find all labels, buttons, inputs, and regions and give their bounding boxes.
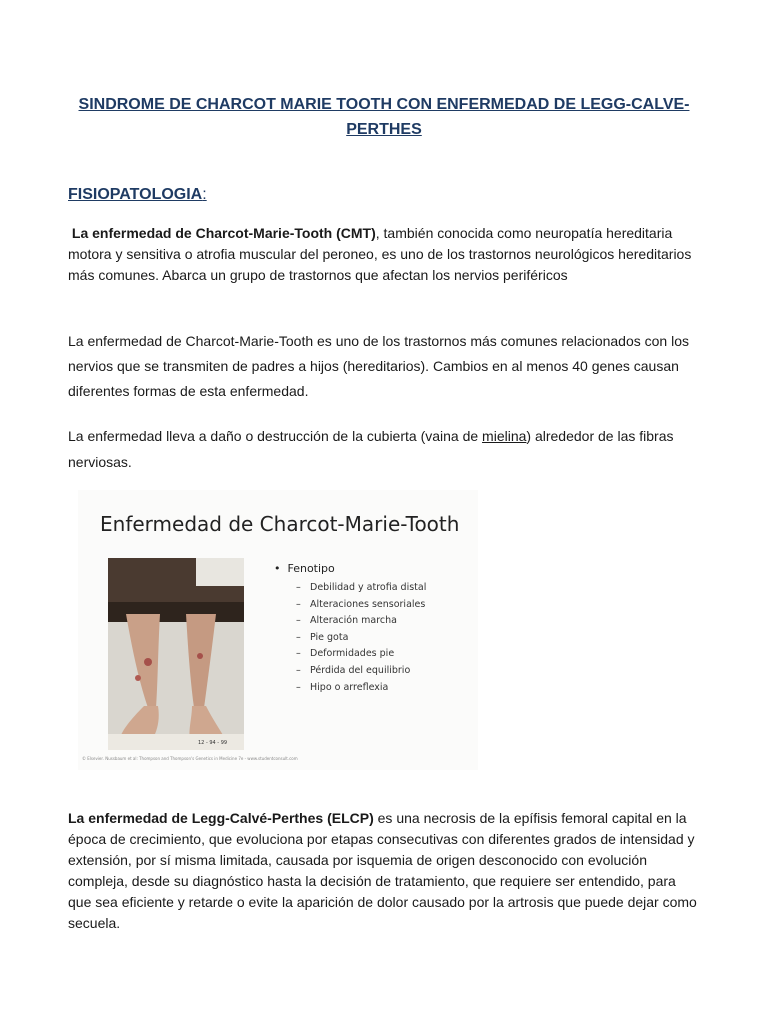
fenotipo-label: Fenotipo [287, 562, 335, 575]
paragraph-cmt-heredity: La enfermedad de Charcot-Marie-Tooth es uno de los trastornos más comunes relacionados con los nervios que se transmiten de padres a hijos (hereditarios). Cambios en al menos 40 genes causan diferentes formas de esta enfermedad. [68, 333, 689, 399]
list-item: – Alteración marcha [296, 613, 426, 630]
legs-photo [108, 558, 244, 750]
cmt-definition-text: , también conocida como neuropatía hereditaria motora y sensitiva o atrofia muscular del peroneo, es uno de los trastornos neurológicos hereditarios más comunes. Abarca un grupo de trastornos que afectan los nervios periféricos [68, 225, 692, 283]
section-heading [68, 186, 207, 204]
myelin-text-after: ) alrededor de las fibras nerviosas. [68, 428, 674, 470]
list-item: – Pérdida del equilibrio [296, 663, 426, 680]
photo-caption: 12 - 94 - 99 [198, 740, 228, 746]
fenotipo-bullet: • Fenotipo [274, 562, 335, 575]
list-item: – Hipo o arreflexia [296, 680, 426, 697]
phenotype-list [296, 580, 426, 696]
paragraph-cmt-definition [68, 223, 700, 286]
paragraph-elcp-definition [68, 808, 700, 934]
paragraph-myelin [68, 423, 700, 475]
elcp-definition-text: es una necrosis de la epífisis femoral capital en la época de crecimiento, que evoluciona por etapas consecutivas con diferentes grados de intensidad y extensión, por sí misma limitada, causada por isquemia de origen desconocido con evolución compleja, desde su diagnóstico hasta la decisión de tratamiento, que requiere ser entendido, para que sea eficiente y retarde o evite la aparición de dolor causado por la artrosis que puede dejar como secuela. [68, 810, 697, 931]
myelin-text-before: La enfermedad lleva a daño o destrucción de la cubierta (vaina de [68, 428, 483, 444]
myelin-link[interactable]: mielina [482, 428, 527, 444]
list-item: – Debilidad y atrofia distal [296, 580, 426, 597]
cmt-slide-figure [78, 490, 478, 770]
document-title: SINDROME DE CHARCOT MARIE TOOTH CON ENFERMEDAD DE LEGG-CALVE-PERTHES [78, 96, 690, 138]
figure-title: Enfermedad de Charcot-Marie-Tooth [100, 512, 460, 536]
section-heading-text: FISIOPATOLOGIA [68, 186, 203, 203]
figure-credit: © Elsevier. Nussbaum et al: Thompson and Thompson's Genetics in Medicine 7e - www.studentconsult.com [82, 756, 298, 761]
elcp-term: La enfermedad de Legg-Calvé-Perthes (ELCP) [68, 810, 374, 826]
list-item: – Pie gota [296, 630, 426, 647]
list-item: – Deformidades pie [296, 646, 426, 663]
list-item: – Alteraciones sensoriales [296, 597, 426, 614]
cmt-term: La enfermedad de Charcot-Marie-Tooth (CMT) [71, 225, 376, 241]
section-heading-colon: : [202, 186, 207, 203]
